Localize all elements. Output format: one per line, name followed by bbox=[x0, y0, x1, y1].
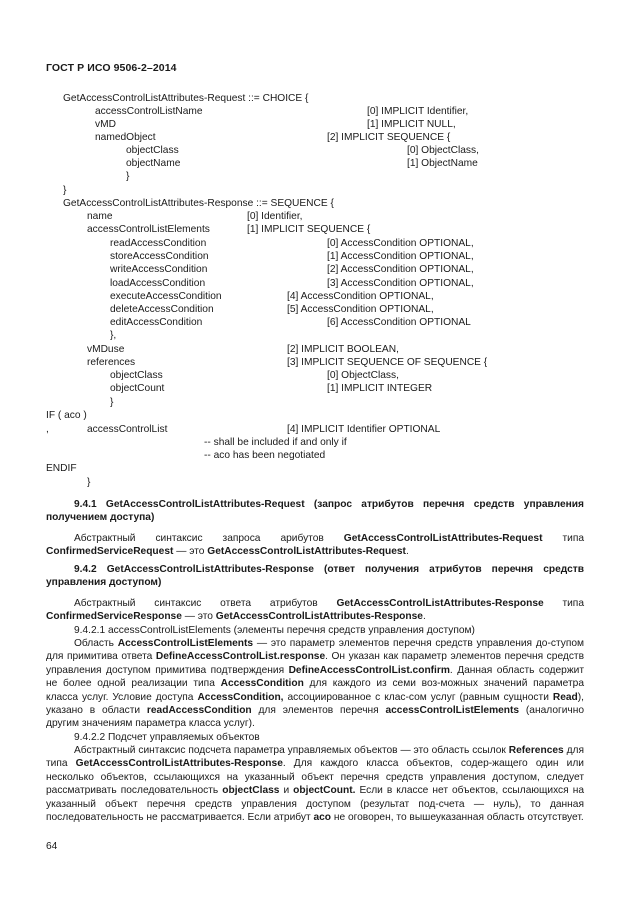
code-field: accessControlListName bbox=[95, 106, 203, 117]
code-type: [5] AccessCondition OPTIONAL, bbox=[287, 304, 434, 315]
code-line: GetAccessControlListAttributes-Response ::= SEQUENCE { bbox=[63, 198, 334, 209]
code-type: [2] IMPLICIT SEQUENCE { bbox=[327, 132, 451, 143]
code-brace: } bbox=[87, 477, 91, 488]
code-type: [0] AccessCondition OPTIONAL, bbox=[327, 238, 474, 249]
code-type: [0] ObjectClass, bbox=[327, 370, 399, 381]
paragraph-9-4-2-2: Абстрактный синтаксис подсчета параметра управляемых объектов — это область ссылок References для типа GetAccessControlListAttributes-Response. Для каждого класса объектов, содер-жащего один или несколько объектов, ссылающихся на указанный объект перечня средств управления доступом, следует рассматривать последовательность objectClass и objectCount. Если в классе нет объектов, ссылающихся на указанный объект перечня средств управления доступом (результат под-счета — нуль), то данная последовательность не рассматривается. Если атрибут aco не оговорен, то вышеуказанная область отсутствует. bbox=[46, 745, 584, 824]
code-type: [1] IMPLICIT NULL, bbox=[367, 119, 456, 130]
code-type: [1] IMPLICIT SEQUENCE { bbox=[247, 224, 371, 235]
page-number: 64 bbox=[46, 841, 58, 852]
code-type: [2] IMPLICIT BOOLEAN, bbox=[287, 344, 399, 355]
code-field: namedObject bbox=[95, 132, 156, 143]
code-type: [0] Identifier, bbox=[247, 211, 303, 222]
code-brace: } bbox=[126, 171, 130, 182]
code-field: readAccessCondition bbox=[110, 238, 207, 249]
section-heading-9-4-2-2: 9.4.2.2 Подсчет управляемых объектов bbox=[74, 732, 260, 743]
code-brace: } bbox=[110, 397, 114, 408]
paragraph-9-4-2: Абстрактный синтаксис ответа атрибутов GetAccessControlListAttributes-Response типа ConfirmedServiceResponse — это GetAccessControlListAttributes-Response. bbox=[46, 598, 584, 623]
code-type: [1] ObjectName bbox=[407, 158, 478, 169]
code-type: [6] AccessCondition OPTIONAL bbox=[327, 317, 471, 328]
code-comment: -- aco has been negotiated bbox=[204, 450, 326, 461]
code-brace: }, bbox=[110, 330, 117, 341]
code-type: [1] IMPLICIT INTEGER bbox=[327, 383, 433, 394]
paragraph-9-4-2-1: Область AccessControlListElements — это параметр элементов перечня средств управления до-ступом для примитива ответа DefineAccessControlList.response. Он указан как параметр элементов перечня средств управления доступом примитива подтверждения DefineAccessControlList.confirm. Данная область содержит не более одной реализации типа AccessCondition для каждого из семи воз-можных значений параметра класса услуг. Условие доступа AccessCondition, ассоциированное с клас-сом услуг (равным сущности Read), указано в области readAccessCondition для элементов перечня accessControlListElements (аналогично другим значениям параметра класса услуг). bbox=[46, 638, 585, 730]
code-field: deleteAccessCondition bbox=[110, 304, 214, 315]
code-field: references bbox=[87, 357, 136, 368]
code-field: accessControlListElements bbox=[87, 224, 210, 235]
document-header: ГОСТ Р ИСО 9506-2–2014 bbox=[46, 62, 177, 74]
code-field: objectClass bbox=[126, 145, 179, 156]
code-line: IF ( aco ) bbox=[46, 410, 87, 421]
code-field: objectClass bbox=[110, 370, 163, 381]
code-type: [1] AccessCondition OPTIONAL, bbox=[327, 251, 474, 262]
code-field: executeAccessCondition bbox=[110, 291, 222, 302]
code-type: [4] IMPLICIT Identifier OPTIONAL bbox=[287, 424, 441, 435]
code-type: [0] ObjectClass, bbox=[407, 145, 479, 156]
code-field: loadAccessCondition bbox=[110, 278, 206, 289]
code-type: [0] IMPLICIT Identifier, bbox=[367, 106, 469, 117]
code-line: GetAccessControlListAttributes-Request ::= CHOICE { bbox=[63, 93, 309, 104]
code-field: vMDuse bbox=[87, 344, 125, 355]
code-field: storeAccessCondition bbox=[110, 251, 209, 262]
code-field: vMD bbox=[95, 119, 116, 130]
code-field: name bbox=[87, 211, 113, 222]
code-field: objectName bbox=[126, 158, 181, 169]
section-heading-9-4-2: 9.4.2 GetAccessControlListAttributes-Response (ответ получения атрибутов перечня средств управления доступом) bbox=[46, 564, 584, 589]
code-field: objectCount bbox=[110, 383, 165, 394]
paragraph-9-4-1: Абстрактный синтаксис запроса арибутов GetAccessControlListAttributes-Request типа ConfirmedServiceRequest — это GetAccessControlListAttributes-Request. bbox=[46, 533, 585, 558]
code-type: [2] AccessCondition OPTIONAL, bbox=[327, 264, 474, 275]
section-heading-9-4-1: 9.4.1 GetAccessControlListAttributes-Request (запрос атрибутов перечня средств управления получением доступа) bbox=[46, 499, 584, 524]
code-field: editAccessCondition bbox=[110, 317, 203, 328]
code-type: [4] AccessCondition OPTIONAL, bbox=[287, 291, 434, 302]
code-brace: } bbox=[63, 185, 67, 196]
code-type: [3] AccessCondition OPTIONAL, bbox=[327, 278, 474, 289]
code-type: [3] IMPLICIT SEQUENCE OF SEQUENCE { bbox=[287, 357, 488, 368]
code-field: accessControlList bbox=[87, 424, 168, 435]
section-heading-9-4-2-1: 9.4.2.1 accessControlListElements (элементы перечня средств управления доступом) bbox=[74, 625, 475, 636]
code-line: ENDIF bbox=[46, 463, 77, 474]
code-comment: -- shall be included if and only if bbox=[204, 437, 347, 448]
code-comma: , bbox=[46, 424, 49, 435]
code-field: writeAccessCondition bbox=[110, 264, 208, 275]
